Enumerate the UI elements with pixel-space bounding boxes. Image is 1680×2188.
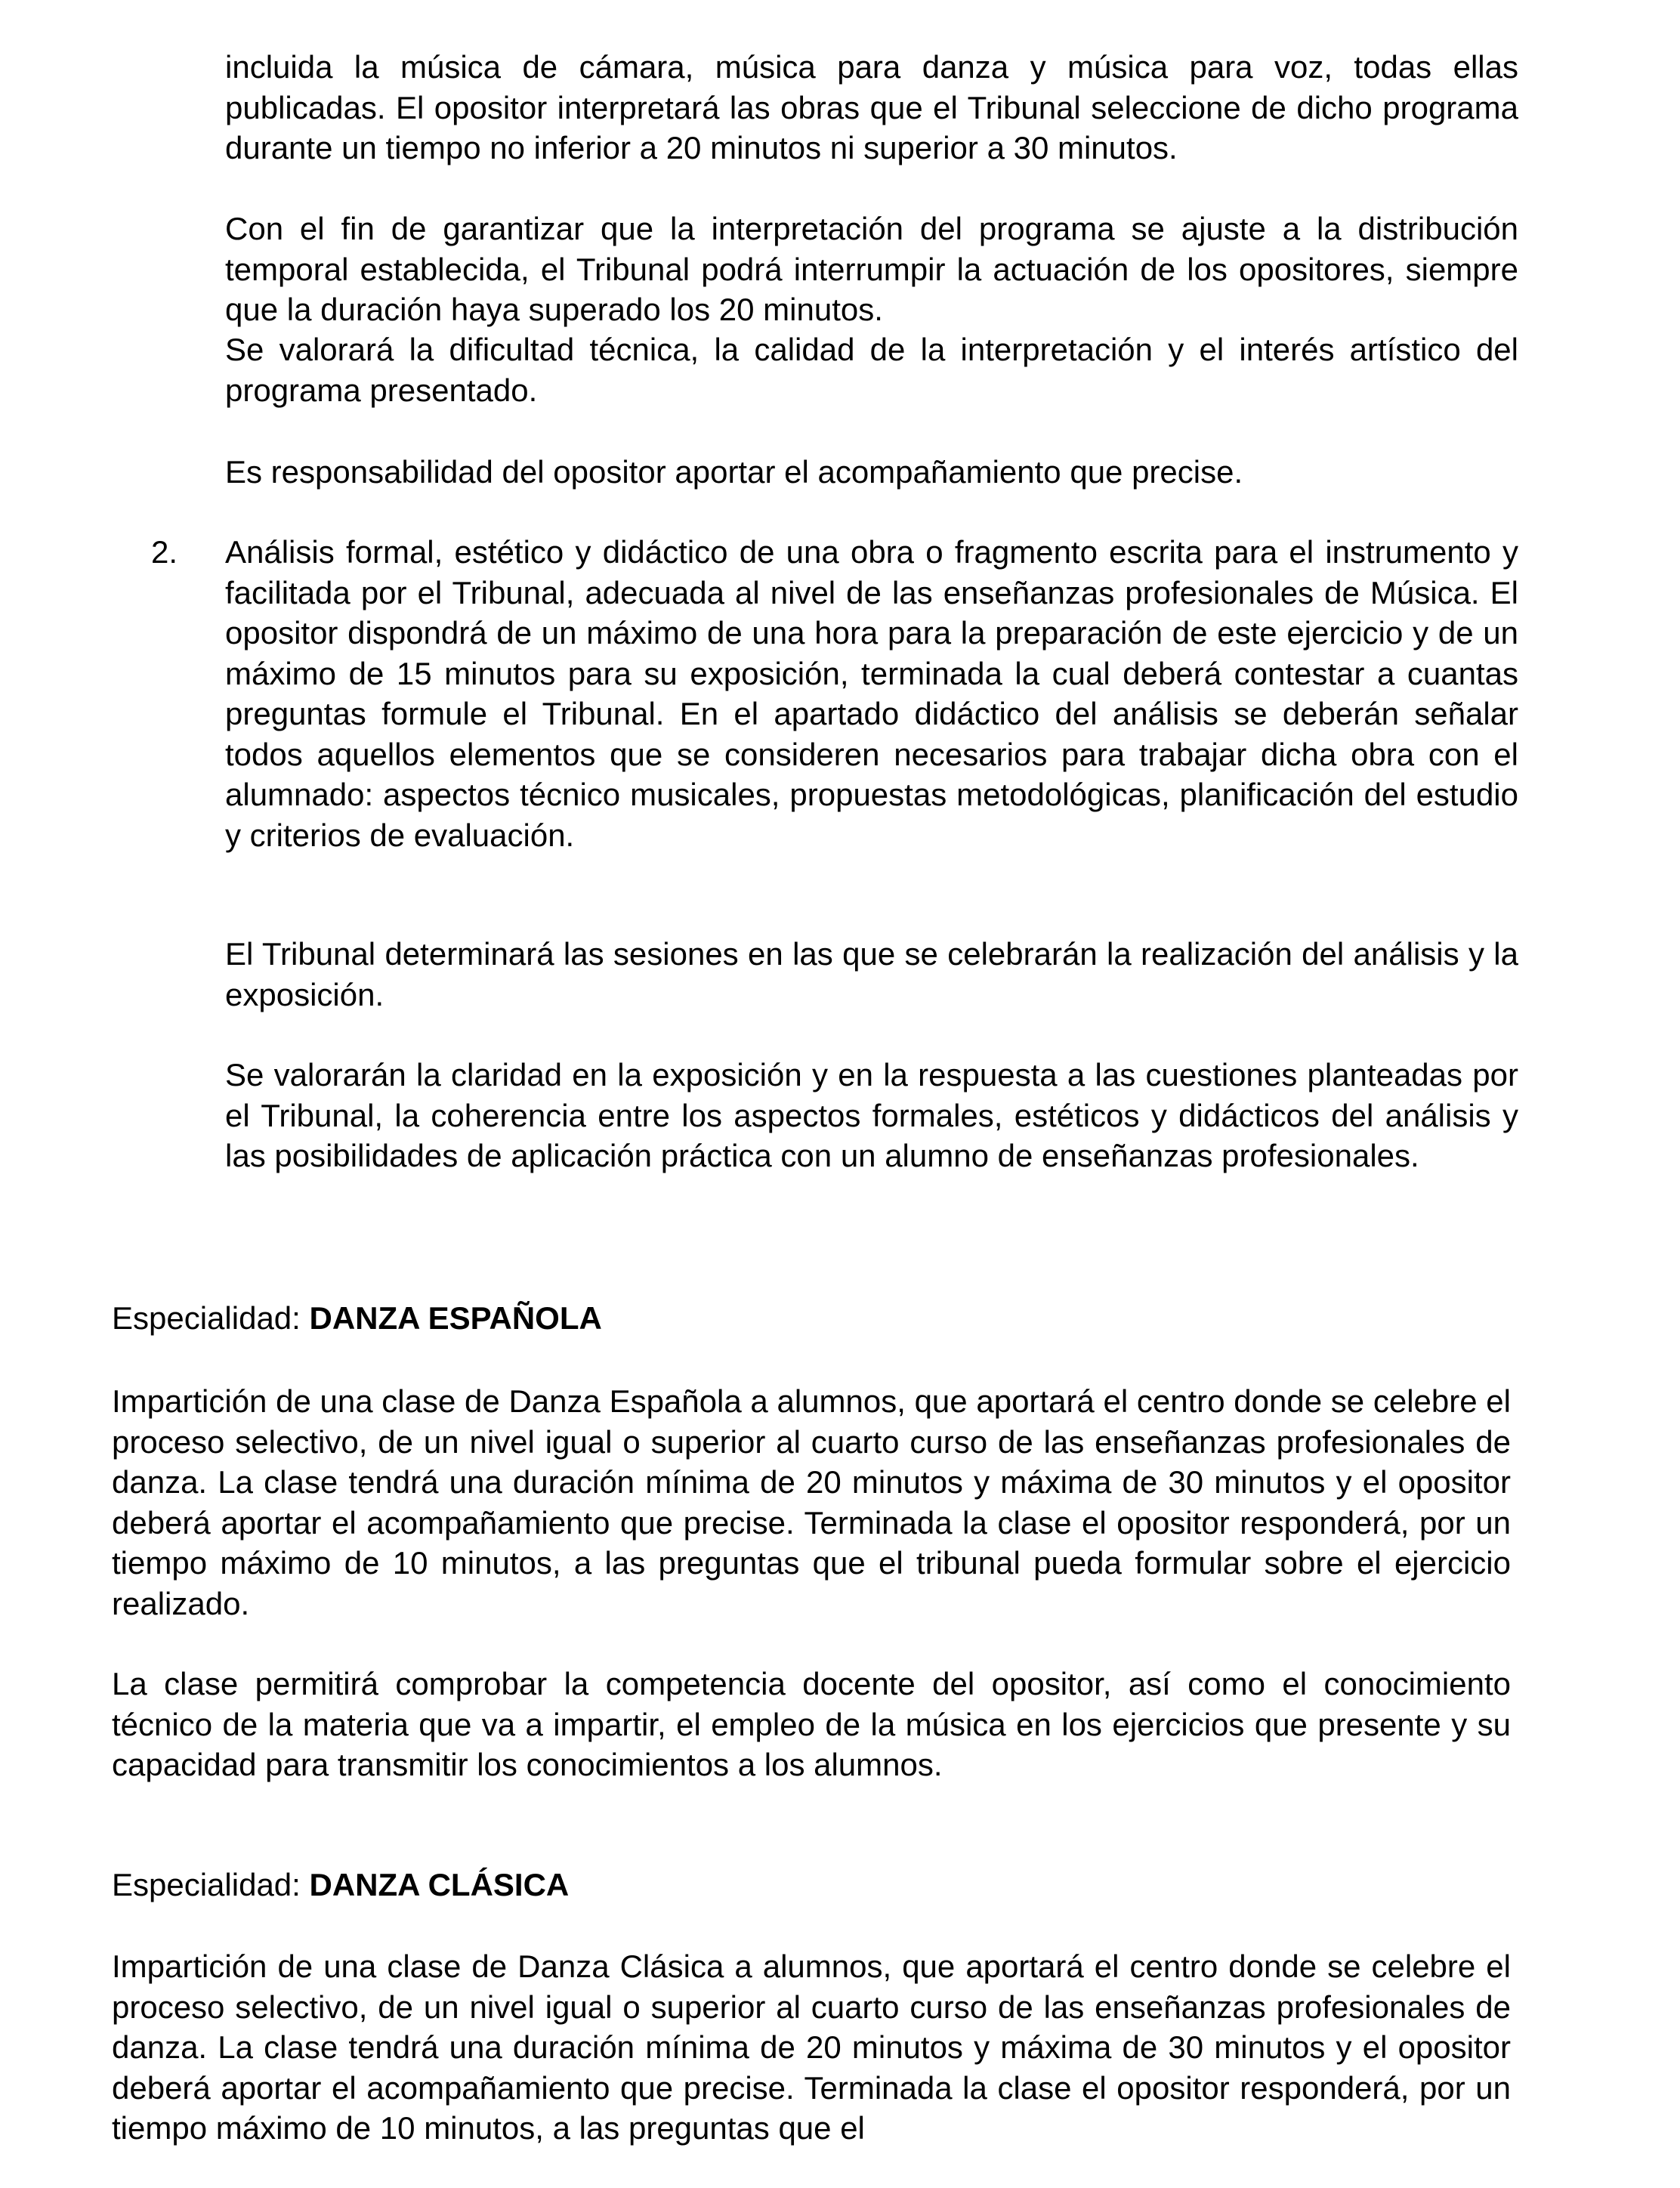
heading-label: Especialidad: [112, 1867, 310, 1902]
paragraph-interruption: Con el fin de garantizar que la interpretación del programa se ajuste a la distribución temporal establecida, el Tribunal podrá interrumpir la actuación de los opositores, siempre que la duración haya superado los 20 minutos. [225, 211, 1518, 327]
heading-danza-espanola [112, 1298, 602, 1339]
list-number: 2. [151, 534, 178, 570]
paragraph-accompaniment: Es responsabilidad del opositor aportar el acompañamiento que precise. [225, 454, 1243, 490]
paragraph-program-works: incluida la música de cámara, música para danza y música para voz, todas ellas publicadas. El opositor interpretará las obras que el Tribunal seleccione de dicho programa durante un tiempo no inferior a 20 minutos ni superior a 30 minutos. [225, 49, 1518, 165]
paragraph-clasica-class: Impartición de una clase de Danza Clásica a alumnos, que aportará el centro donde se celebre el proceso selectivo, de un nivel igual o superior al cuarto curso de las enseñanzas profesionales de danza. La clase tendrá una duración mínima de 20 minutos y máxima de 30 minutos y el opositor deberá aportar el acompañamiento que precise. Terminada la clase el opositor responderá, por un tiempo máximo de 10 minutos, a las preguntas que el [112, 1948, 1511, 2146]
heading-danza-clasica [112, 1865, 569, 1905]
paragraph-espanola-class: Impartición de una clase de Danza Española a alumnos, que aportará el centro donde se celebre el proceso selectivo, de un nivel igual o superior al cuarto curso de las enseñanzas profesionales de danza. La clase tendrá una duración mínima de 20 minutos y máxima de 30 minutos y el opositor deberá aportar el acompañamiento que precise. Terminada la clase el opositor responderá, por un tiempo máximo de 10 minutos, a las preguntas que el tribunal pueda formular sobre el ejercicio realizado. [112, 1383, 1511, 1621]
paragraph-assessment: Se valorará la dificultad técnica, la calidad de la interpretación y el interés artístico del programa presentado. [225, 332, 1518, 408]
paragraph-espanola-competence: La clase permitirá comprobar la competencia docente del opositor, así como el conocimiento técnico de la materia que va a impartir, el empleo de la música en los ejercicios que presente y su capacidad para transmitir los conocimientos a los alumnos. [112, 1666, 1511, 1782]
heading-specialty-name: DANZA ESPAÑOLA [309, 1300, 602, 1336]
paragraph-analysis: Análisis formal, estético y didáctico de una obra o fragmento escrita para el instrumento y facilitada por el Tribunal, adecuada al nivel de las enseñanzas profesionales de Música. El opositor dispondrá de un máximo de una hora para la preparación de este ejercicio y de un máximo de 15 minutos para su exposición, terminada la cual deberá contestar a cuantas preguntas formule el Tribunal. En el apartado didáctico del análisis se deberán señalar todos aquellos elementos que se consideren necesarios para trabajar dicha obra con el alumnado: aspectos técnico musicales, propuestas metodológicas, planificación del estudio y criterios de evaluación. [225, 534, 1518, 853]
heading-label: Especialidad: [112, 1300, 310, 1336]
paragraph-sessions: El Tribunal determinará las sesiones en las que se celebrarán la realización del análisis y la exposición. [225, 936, 1518, 1012]
heading-specialty-name: DANZA CLÁSICA [309, 1867, 570, 1902]
paragraph-evaluation-criteria: Se valorarán la claridad en la exposición y en la respuesta a las cuestiones planteadas por el Tribunal, la coherencia entre los aspectos formales, estéticos y didácticos del análisis y las posibilidades de aplicación práctica con un alumno de enseñanzas profesionales. [225, 1057, 1518, 1173]
